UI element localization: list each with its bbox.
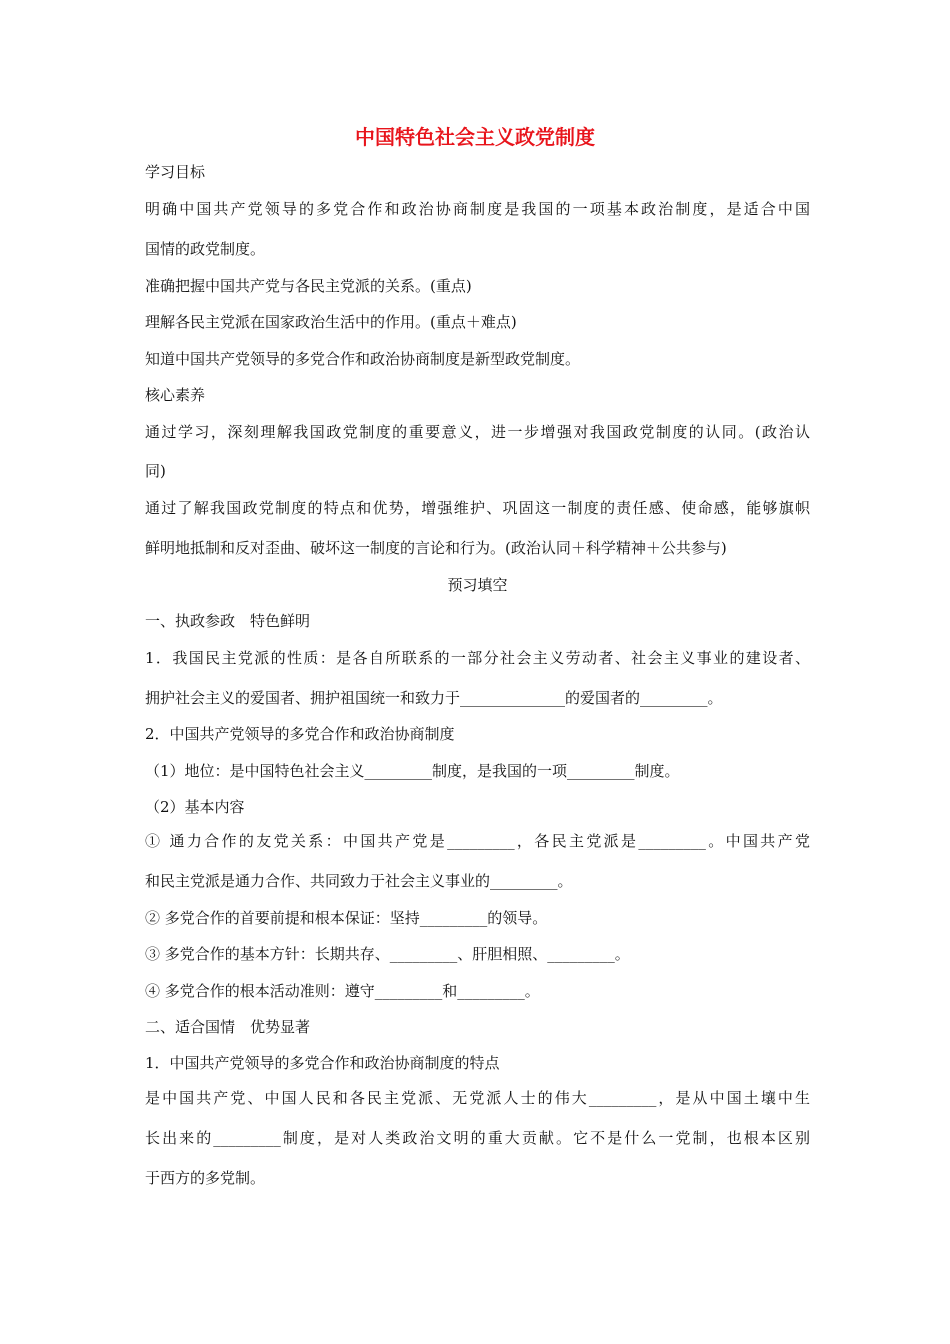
section-heading-preview: 预习填空 bbox=[447, 576, 508, 594]
fill-in-line: 1．我国民主党派的性质：是各自所联系的一部分社会主义劳动者、社会主义事业的建设者、 bbox=[145, 649, 810, 667]
item-heading: 1．中国共产党领导的多党合作和政治协商制度的特点 bbox=[145, 1054, 500, 1072]
literacy-line: 通过了解我国政党制度的特点和优势，增强维护、巩固这一制度的责任感、使命感，能够旗帜 bbox=[145, 499, 810, 517]
part-heading-1: 一、执政参政 特色鲜明 bbox=[145, 612, 311, 630]
fill-in-line: ① 通力合作的友党关系：中国共产党是_________，各民主党派是_________。中国共产党 bbox=[145, 832, 810, 850]
item-heading: （2）基本内容 bbox=[145, 798, 245, 816]
goal-line: 知道中国共产党领导的多党合作和政治协商制度是新型政党制度。 bbox=[145, 350, 581, 368]
fill-in-line: （1）地位：是中国特色社会主义_________制度，是我国的一项_________制度。 bbox=[145, 762, 680, 780]
literacy-line: 鲜明地抵制和反对歪曲、破坏这一制度的言论和行为。(政治认同＋科学精神＋公共参与) bbox=[145, 539, 727, 557]
section-heading-learning-goals: 学习目标 bbox=[145, 163, 206, 181]
literacy-line: 同) bbox=[145, 462, 166, 480]
section-heading-core-literacy: 核心素养 bbox=[145, 386, 206, 404]
fill-in-line: 长出来的_________制度，是对人类政治文明的重大贡献。它不是什么一党制，也根本区别 bbox=[145, 1129, 810, 1147]
fill-in-line: 拥护社会主义的爱国者、拥护祖国统一和致力于______________的爱国者的_________。 bbox=[145, 689, 723, 707]
fill-in-line: ③ 多党合作的基本方针：长期共存、_________、肝胆相照、_________。 bbox=[145, 945, 630, 963]
fill-in-line: 于西方的多党制。 bbox=[145, 1169, 266, 1187]
fill-in-line: 是中国共产党、中国人民和各民主党派、无党派人士的伟大_________，是从中国土壤中生 bbox=[145, 1089, 810, 1107]
document-title: 中国特色社会主义政党制度 bbox=[355, 125, 595, 149]
goal-line: 国情的政党制度。 bbox=[145, 240, 266, 258]
item-heading: 2．中国共产党领导的多党合作和政治协商制度 bbox=[145, 725, 455, 743]
goal-line: 理解各民主党派在国家政治生活中的作用。(重点＋难点) bbox=[145, 313, 517, 331]
fill-in-line: 和民主党派是通力合作、共同致力于社会主义事业的_________。 bbox=[145, 872, 573, 890]
part-heading-2: 二、适合国情 优势显著 bbox=[145, 1018, 311, 1036]
literacy-line: 通过学习，深刻理解我国政党制度的重要意义，进一步增强对我国政党制度的认同。(政治认 bbox=[145, 423, 810, 441]
fill-in-line: ② 多党合作的首要前提和根本保证：坚持_________的领导。 bbox=[145, 909, 548, 927]
goal-line: 明确中国共产党领导的多党合作和政治协商制度是我国的一项基本政治制度，是适合中国 bbox=[145, 200, 810, 218]
fill-in-line: ④ 多党合作的根本活动准则：遵守_________和_________。 bbox=[145, 982, 540, 1000]
goal-line: 准确把握中国共产党与各民主党派的关系。(重点) bbox=[145, 277, 472, 295]
